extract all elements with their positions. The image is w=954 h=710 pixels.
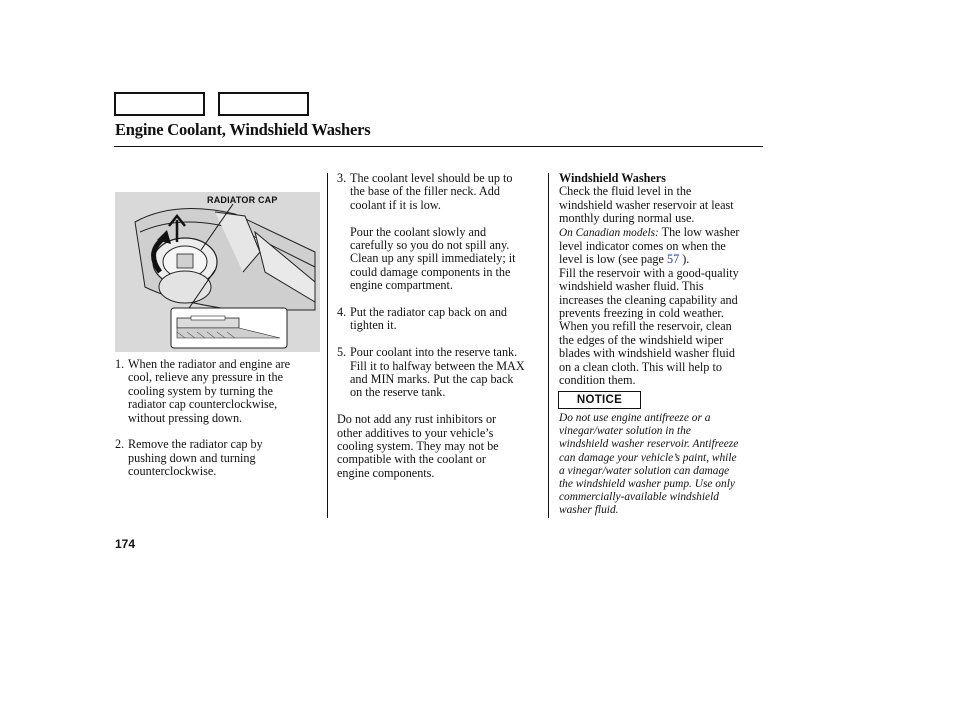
canadian-models-label: On Canadian models: (559, 226, 659, 239)
text-line: pushing down and turning (128, 450, 256, 465)
text-line: counterclockwise. (128, 464, 217, 479)
text-line: washer fluid. (559, 504, 619, 517)
text-span: The low washer (658, 224, 740, 239)
step-2 (115, 438, 320, 478)
text-line: engine compartment. (350, 278, 453, 293)
canadian-line-3 (559, 253, 764, 266)
text-line: Do not add any rust inhibitors or (337, 412, 497, 427)
canadian-line-1 (559, 226, 764, 240)
text-line: When you refill the reservoir, clean (559, 319, 732, 334)
step-number: 5. (337, 345, 347, 360)
title-rule (114, 146, 763, 147)
text-line: tighten it. (350, 318, 397, 333)
text-line: windshield washer reservoir at least (559, 197, 734, 212)
step-1 (115, 358, 320, 425)
text-line: radiator cap counterclockwise, (128, 397, 278, 412)
text-span: level is low (see page (559, 252, 667, 267)
radiator-cap-drawing (115, 192, 320, 352)
text-line: can damage your vehicle’s paint, while (559, 451, 737, 464)
text-line: cooling system. They may not be (337, 439, 499, 454)
text-line: condition them. (559, 373, 636, 388)
page-title: Engine Coolant, Windshield Washers (115, 120, 371, 139)
text-line: level indicator comes on when the (559, 239, 726, 254)
step-number: 3. (337, 171, 347, 185)
text-line: the base of the filler neck. Add (350, 184, 500, 199)
text-line: and MIN marks. Put the cap back (350, 372, 514, 387)
text-line: blades with windshield washer fluid (559, 346, 736, 361)
column-divider-2 (548, 173, 549, 518)
radiator-cap-illustration (115, 192, 320, 352)
text-line: commercially-available windshield (559, 491, 719, 504)
nav-tab-1[interactable] (114, 92, 205, 116)
text-line: engine components. (337, 465, 435, 480)
text-line: carefully so you do not spill any. (350, 238, 510, 253)
text-line: the edges of the windshield wiper (559, 332, 724, 347)
notice-badge (558, 391, 641, 409)
text-line: compatible with the coolant or (337, 452, 486, 467)
text-line: on a clean cloth. This will help to (559, 359, 722, 374)
page-57-link[interactable]: 57 (666, 252, 680, 267)
step-4 (337, 306, 545, 333)
text-line: coolant if it is low. (350, 197, 441, 212)
step-number: 2. (115, 437, 125, 452)
text-line: Fill the reservoir with a good-quality (559, 265, 739, 280)
text-line: cool, relieve any pressure in the (128, 370, 283, 385)
text-line: could damage components in the (350, 264, 511, 279)
text-line: Fill it to halfway between the MAX (350, 358, 525, 373)
notice-label: NOTICE (576, 394, 623, 406)
text-span: ). (679, 252, 690, 267)
text-line: vinegar/water solution in the (559, 425, 691, 438)
step-3-detail (337, 226, 545, 293)
additives-note (337, 413, 545, 480)
text-line: other additives to your vehicle’s (337, 425, 494, 440)
step-number: 4. (337, 305, 347, 320)
text-line: a vinegar/water solution can damage (559, 464, 730, 477)
text-line: Put the radiator cap back on and (350, 305, 508, 320)
column-1 (115, 358, 320, 479)
text-line: Check the fluid level in the (559, 184, 692, 199)
step-5 (337, 346, 545, 400)
text-line: When the radiator and engine are (128, 357, 291, 371)
text-line: Clean up any spill immediately; it (350, 251, 516, 266)
text-line: windshield washer fluid. This (559, 279, 704, 294)
notice-text (559, 412, 769, 518)
text-line: Pour coolant into the reserve tank. (350, 345, 518, 360)
column-divider-1 (327, 173, 328, 518)
page-number: 174 (115, 537, 136, 551)
text-line: increases the cleaning capability and (559, 292, 738, 307)
text-line: Pour the coolant slowly and (350, 224, 487, 239)
text-line: without pressing down. (128, 410, 243, 425)
step-number: 1. (115, 357, 125, 371)
text-line: on the reserve tank. (350, 385, 446, 400)
text-line: monthly during normal use. (559, 211, 695, 226)
text-line: The coolant level should be up to (350, 171, 513, 185)
section-heading: Windshield Washers (559, 171, 666, 185)
text-line: the windshield washer pump. Use only (559, 478, 735, 491)
figure-label: RADIATOR CAP (207, 195, 278, 205)
text-line: prevents freezing in cold weather. (559, 306, 724, 321)
text-line: Remove the radiator cap by (128, 437, 263, 452)
text-line: cooling system by turning the (128, 383, 273, 398)
text-line: windshield washer reservoir. Antifreeze (559, 438, 739, 451)
nav-tab-2[interactable] (218, 92, 309, 116)
column-2 (337, 172, 545, 480)
step-3 (337, 172, 545, 212)
column-3 (559, 172, 764, 388)
text-line: Do not use engine antifreeze or a (559, 412, 711, 424)
